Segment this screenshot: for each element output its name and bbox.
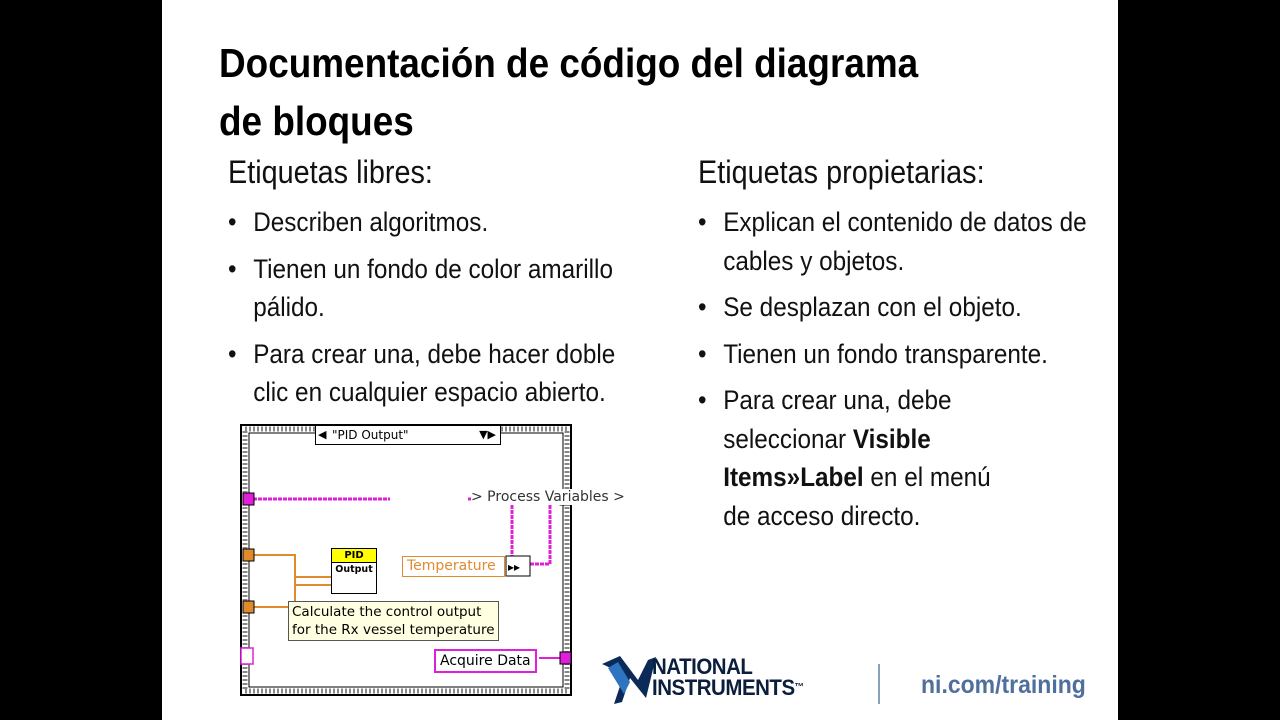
list-item: • Se desplazan con el objeto.: [698, 288, 1087, 327]
numeric-tunnel: [243, 549, 254, 561]
numeric-tunnel: [243, 601, 254, 613]
case-selector-value: "PID Output": [332, 428, 409, 442]
list-item: • Explican el contenido de datos de cables y objetos.: [698, 203, 1087, 280]
boolean-tunnel-out: [560, 652, 571, 664]
ni-wordmark: [652, 656, 803, 698]
slide: [162, 0, 1118, 720]
title-line-1: Documentación de código del diagrama: [219, 40, 919, 86]
slide-title: [219, 34, 993, 150]
free-label: [288, 601, 499, 641]
decrement-icon[interactable]: ◀: [318, 428, 327, 441]
training-url: ni.com/training: [921, 671, 1086, 699]
temperature-indicator[interactable]: Temperature: [402, 556, 505, 577]
ni-eagle-shape: [602, 656, 656, 704]
instruction-text: Para crear una, debe seleccionar: [723, 385, 952, 454]
menu-path: Visible Items»Label: [723, 423, 931, 492]
case-selector[interactable]: [315, 425, 501, 445]
ni-wordmark-line: NATIONAL: [652, 654, 753, 679]
pid-output-label: Output: [335, 564, 373, 575]
list-item: • Para crear una, debe hacer doble clic en cualquier espacio abierto.: [228, 335, 647, 412]
pid-output-vi[interactable]: [331, 548, 377, 594]
free-label-line: Calculate the control output: [292, 604, 482, 620]
ni-wordmark-line2: INSTRUMENTS: [652, 675, 795, 700]
list-item: • Tienen un fondo de color amarillo pálido.: [228, 250, 647, 327]
process-variables-label: > Process Variables >: [471, 489, 625, 505]
title-line-2: de bloques: [219, 98, 414, 144]
owned-labels-list: [698, 203, 1087, 543]
list-item: • Describen algoritmos.: [228, 203, 647, 242]
acquire-data-indicator[interactable]: Acquire Data: [434, 649, 537, 673]
dropdown-icon[interactable]: ▼▶: [479, 428, 496, 441]
instruction-text: en el menú de acceso directo.: [723, 462, 991, 531]
list-item: • Tienen un fondo transparente.: [698, 335, 1087, 374]
iteration-terminal: [241, 648, 253, 664]
free-label-line: for the Rx vessel temperature: [292, 622, 495, 638]
cluster-tunnel-in: [243, 493, 254, 505]
pid-header: PID: [332, 549, 376, 563]
free-labels-list: [228, 203, 647, 420]
free-labels-heading: Etiquetas libres:: [228, 154, 433, 190]
ni-wordmark-line: [652, 677, 803, 698]
footer-divider: [878, 664, 880, 704]
list-item: [698, 381, 1004, 535]
bundle-arrow-icon: ▸▸: [508, 560, 521, 574]
owned-labels-heading: Etiquetas propietarias:: [698, 154, 985, 190]
trademark: ™: [794, 682, 804, 693]
